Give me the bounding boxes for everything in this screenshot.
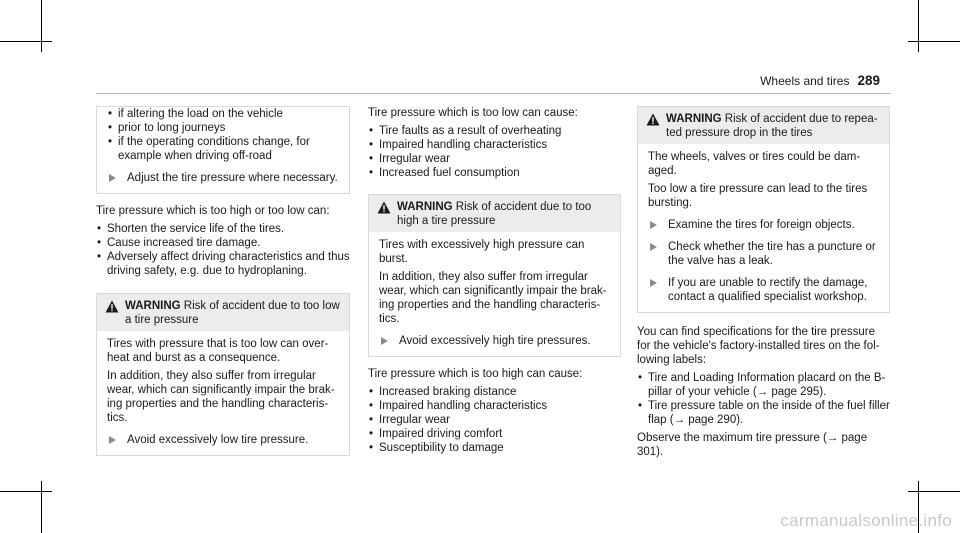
list-item: • Cause increased tire damage. xyxy=(96,236,350,250)
header-rule xyxy=(96,93,891,94)
bullet-list xyxy=(368,385,621,455)
crop-mark xyxy=(0,41,52,42)
crop-mark xyxy=(908,491,960,492)
warning-body xyxy=(97,331,349,455)
warning-body xyxy=(369,232,620,356)
crop-mark xyxy=(918,0,919,52)
warning-label: WARNING xyxy=(397,201,453,213)
action-step: Avoid excessively high tire pressures. xyxy=(379,334,610,348)
warning-title: Risk of accident due to too low a tire pressure xyxy=(125,300,340,326)
paragraph: Tire pressure which is too low can cause: xyxy=(368,107,578,119)
action-step: If you are unable to rectify the damage, contact a qualified specialist workshop. xyxy=(648,276,879,304)
list-item: • Impaired driving comfort xyxy=(368,427,621,441)
warning-triangle-icon xyxy=(105,300,119,313)
warning-header xyxy=(97,294,349,331)
list-item: • Tire and Loading Information placard on the B-pillar of your vehicle (→ page 295). xyxy=(637,371,890,399)
list-item: • if altering the load on the vehicle xyxy=(107,107,341,121)
list-item: • Shorten the service life of the tires. xyxy=(96,222,350,236)
bullet-list xyxy=(107,107,341,163)
section-title: Wheels and tires xyxy=(760,74,850,88)
warning-heading xyxy=(125,299,341,327)
warning-title: Risk of accident due to too high a tire pressure xyxy=(397,201,592,227)
list-item: • Increased fuel consumption xyxy=(368,166,621,180)
list-item: • Impaired handling characteristics xyxy=(368,138,621,152)
list-item: • Tire pressure table on the inside of the fuel filler flap (→ page 290). xyxy=(637,399,890,427)
paragraph: Tire pressure which is too high or too low can: xyxy=(96,205,330,217)
list-item: • Irregular wear xyxy=(368,413,621,427)
warning-header xyxy=(369,195,620,232)
warning-title: Risk of accident due to repeated pressure drop in the tires xyxy=(666,113,878,139)
load-conditions-box xyxy=(96,106,350,194)
warning-triangle-icon xyxy=(646,113,660,126)
column-right xyxy=(637,106,890,463)
action-step: Check whether the tire has a puncture or the valve has a leak. xyxy=(648,240,879,268)
list-item: • prior to long journeys xyxy=(107,121,341,135)
action-step: Examine the tires for foreign objects. xyxy=(648,218,879,232)
watermark: carmanualsonline.info xyxy=(780,511,952,530)
paragraph: The wheels, valves or tires could be damaged. xyxy=(648,151,861,177)
bullet-list xyxy=(368,124,621,180)
warning-label: WARNING xyxy=(125,300,181,312)
crop-mark xyxy=(0,491,52,492)
warning-triangle-icon xyxy=(377,201,391,214)
paragraph: Tires with excessively high pressure can burst. xyxy=(379,239,585,265)
crop-mark xyxy=(41,0,42,52)
crop-mark xyxy=(908,41,960,42)
action-step: Avoid excessively low tire pressure. xyxy=(107,433,339,447)
list-item: • Adversely affect driving characteristics and thus driving safety, e.g. due to hydroplaning. xyxy=(96,250,350,278)
bullet-list xyxy=(96,222,350,278)
list-item: • Increased braking distance xyxy=(368,385,621,399)
warning-box xyxy=(637,106,890,313)
column-left xyxy=(96,106,350,456)
paragraph: Too low a tire pressure can lead to the tires bursting. xyxy=(648,183,868,209)
list-item: • Susceptibility to damage xyxy=(368,441,621,455)
paragraph: Tire pressure which is too high can cause: xyxy=(368,368,583,380)
warning-box xyxy=(368,194,621,357)
warning-body xyxy=(638,144,889,312)
crop-mark xyxy=(41,481,42,533)
page-header xyxy=(760,74,880,88)
warning-label: WARNING xyxy=(666,113,722,125)
paragraph: In addition, they also suffer from irregular wear, which can significantly impair the braking properties and the handling characteristics. xyxy=(107,370,335,424)
paragraph: Observe the maximum tire pressure (→ page 301). xyxy=(637,432,868,458)
list-item: • if the operating conditions change, for example when driving off-road xyxy=(107,135,341,163)
warning-box xyxy=(96,293,350,456)
warning-header xyxy=(638,107,889,144)
bullet-list xyxy=(637,371,890,427)
list-item: • Impaired handling characteristics xyxy=(368,399,621,413)
paragraph: Tires with pressure that is too low can overheat and burst as a consequence. xyxy=(107,338,329,364)
list-item: • Irregular wear xyxy=(368,152,621,166)
list-item: • Tire faults as a result of overheating xyxy=(368,124,621,138)
warning-heading xyxy=(397,200,612,228)
warning-heading xyxy=(666,112,881,140)
action-step: Adjust the tire pressure where necessary. xyxy=(107,171,341,185)
paragraph: You can find specifications for the tire pressure for the vehicle's factory-installed tires on the following labels: xyxy=(637,326,880,366)
column-middle xyxy=(368,106,621,455)
paragraph: In addition, they also suffer from irregular wear, which can significantly impair the braking properties and the handling characteristics. xyxy=(379,271,607,325)
page-number: 289 xyxy=(857,73,880,88)
